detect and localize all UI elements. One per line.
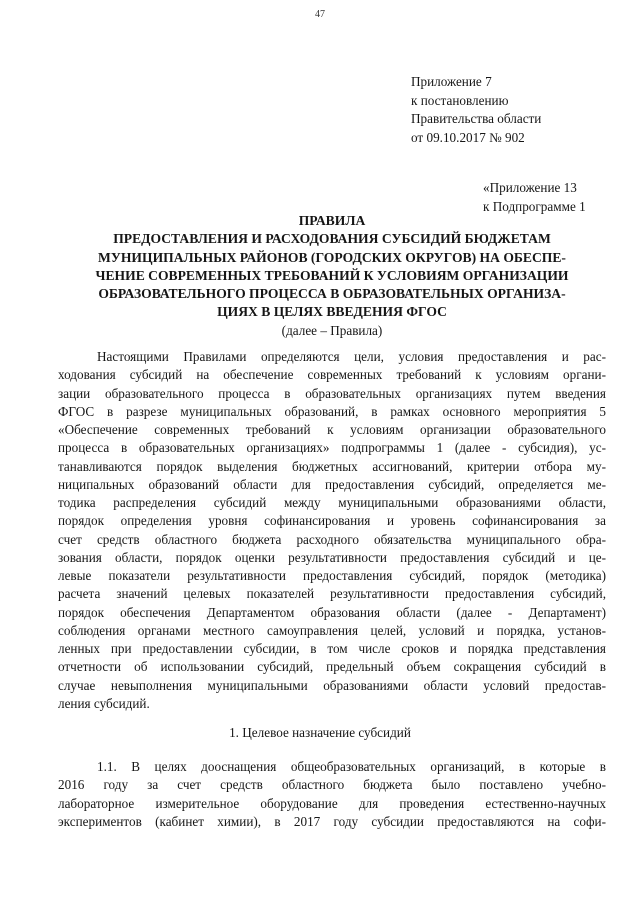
text-line: танавливаются порядок выделения бюджетных ассигнований, критерии отбора му- xyxy=(58,458,606,474)
title-line: ЦИЯХ В ЦЕЛЯХ ВВЕДЕНИЯ ФГОС xyxy=(217,304,447,320)
title-line: МУНИЦИПАЛЬНЫХ РАЙОНОВ (ГОРОДСКИХ ОКРУГОВ) НА ОБЕСПЕ- xyxy=(98,249,566,265)
text-line: процесса в образовательных организациях» подпрограммы 1 (далее - субсидия), ус- xyxy=(58,440,606,456)
paragraph-1-1 xyxy=(58,758,606,831)
text-line: порядок определения уровня софинансирования и уровень софинансирования за xyxy=(58,513,606,529)
text-line: «Обеспечение современных требований к условиям организации образовательного xyxy=(58,422,606,437)
appendix-line: от 09.10.2017 № 902 xyxy=(411,129,525,145)
text-line: счет средств областного бюджета расходного обязательства муниципального обра- xyxy=(58,531,606,547)
appendix-reference xyxy=(411,73,541,147)
title-line: ЧЕНИЕ СОВРЕМЕННЫХ ТРЕБОВАНИЙ К УСЛОВИЯМ ОРГАНИЗАЦИИ xyxy=(95,267,569,283)
title-line: ПРЕДОСТАВЛЕНИЯ И РАСХОДОВАНИЯ СУБСИДИЙ БЮДЖЕТАМ xyxy=(113,231,551,247)
appendix2-line: «Приложение 13 xyxy=(483,180,577,195)
text-line: 2016 году за счет средств областного бюджета было поставлено учебно- xyxy=(58,777,606,793)
document-title xyxy=(58,212,606,340)
text-line: зования области, порядок оценки результативности предоставления субсидий и це- xyxy=(58,549,606,565)
appendix-line: к постановлению xyxy=(411,92,509,108)
appendix2-line: к Подпрограмме 1 xyxy=(483,198,586,214)
text-line: экспериментов (кабинет химии), в 2017 году субсидии предоставляются на софи- xyxy=(58,813,606,829)
text-line: ниципальных образований области для предоставления субсидий, определяется ме- xyxy=(58,476,606,492)
text-line: 1.1. В целях дооснащения общеобразовательных организаций, в которые в xyxy=(97,759,606,774)
text-line: тодика распределения субсидий между муниципальными образованиями области, xyxy=(58,495,606,510)
text-line: ления субсидий. xyxy=(58,695,150,711)
text-line: случае невыполнения муниципальными образованиями области условий предостав- xyxy=(58,677,606,693)
text-line: левые показатели результативности предоставления субсидий, порядок (методика) xyxy=(58,568,606,583)
page-number: 47 xyxy=(315,9,325,20)
text-line: расчета значений целевых показателей результативности предоставления субсидий, xyxy=(58,586,606,602)
appendix-line: Правительства области xyxy=(411,111,542,126)
title-line: ОБРАЗОВАТЕЛЬНОГО ПРОЦЕССА В ОБРАЗОВАТЕЛЬНЫХ ОРГАНИЗА- xyxy=(98,286,566,302)
section-heading: 1. Целевое назначение субсидий xyxy=(229,725,411,740)
text-line: ходования субсидий на обеспечение современных требований к условиям органи- xyxy=(58,367,606,383)
appendix-line: Приложение 7 xyxy=(411,74,492,89)
text-line: соблюдения органами местного самоуправления целей, условий и порядка, установ- xyxy=(58,622,606,638)
text-line: Настоящими Правилами определяются цели, условия предоставления и рас- xyxy=(97,349,606,364)
text-line: порядок обеспечения Департаментом образования области (далее - Департамент) xyxy=(58,604,606,620)
title-heading: ПРАВИЛА xyxy=(298,213,366,228)
text-line: ленных при предоставлении субсидии, в том числе сроков и порядка представления xyxy=(58,641,606,656)
text-line: зации образовательного процесса в образовательных организациях путем введения xyxy=(58,385,606,401)
text-line: ФГОС в разрезе муниципальных образований, в рамках основного мероприятия 5 xyxy=(58,403,606,419)
text-line: отчетности об использовании субсидий, предельный объем сокращения субсидий в xyxy=(58,659,606,675)
subprogram-appendix-reference xyxy=(483,179,586,216)
title-note: (далее – Правила) xyxy=(281,322,383,338)
intro-paragraph xyxy=(58,348,606,713)
text-line: лабораторное измерительное оборудование для проведения естественно-научных xyxy=(58,795,606,811)
